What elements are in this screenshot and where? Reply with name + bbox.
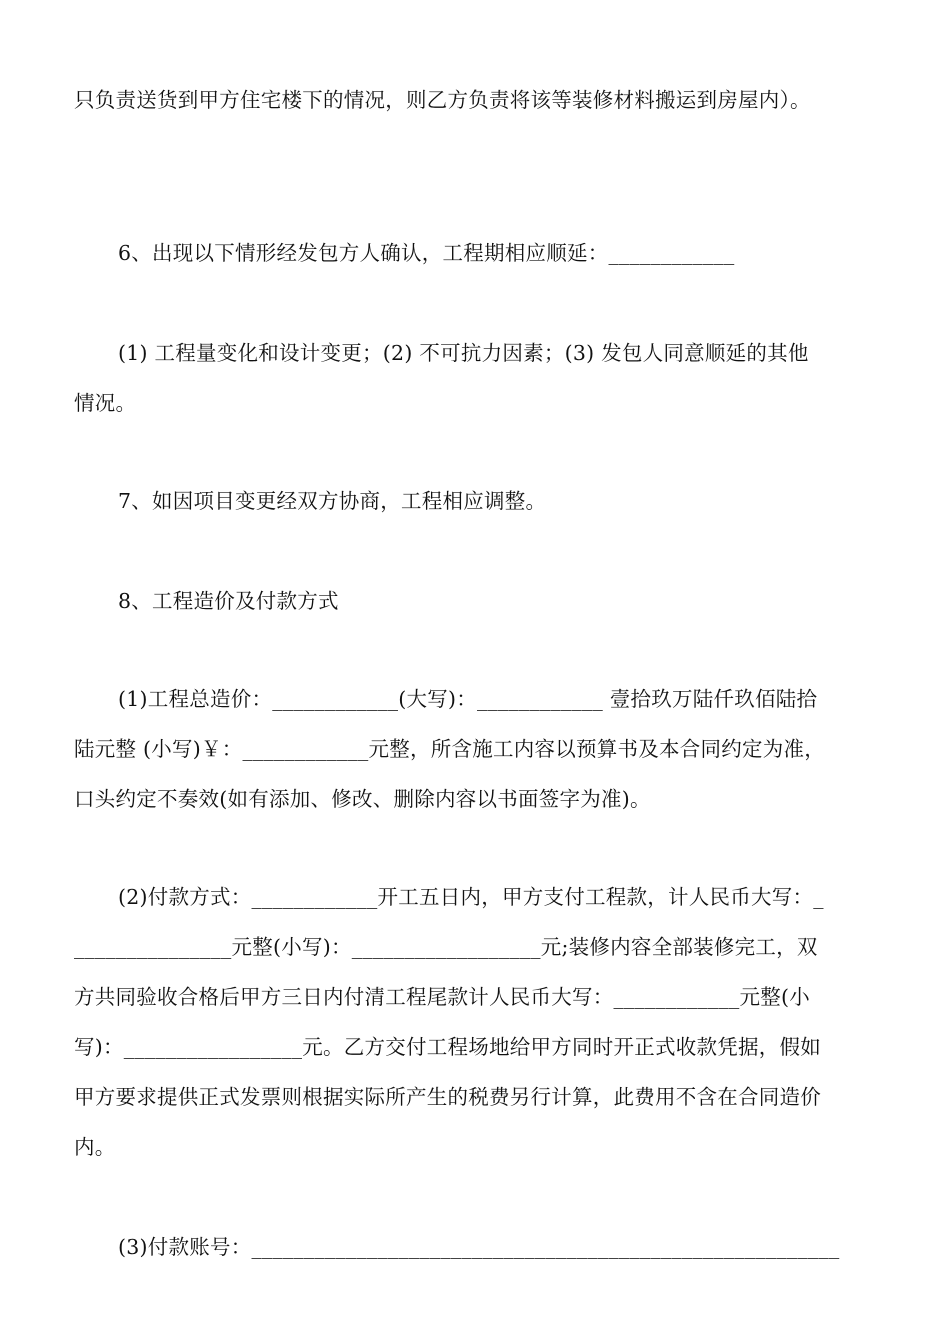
clause-6-heading: 6、出现以下情形经发包方人确认，工程期相应顺延：____________ (118, 241, 735, 265)
payment-account-line: (3)付款账号：________________________________________________________ (118, 1235, 840, 1259)
paragraph-5-continuation: 只负责送货到甲方住宅楼下的情况，则乙方负责将该等装修材料搬运到房屋内）。 (74, 88, 811, 112)
total-price-line-2: 陆元整 (小写)￥：____________元整，所含施工内容以预算书及本合同约定为准， (74, 737, 826, 761)
total-price-line-1: (1)工程总造价：____________(大写)：____________ 壹拾玖万陆仟玖佰陆拾 (118, 687, 818, 711)
payment-method-line-6: 内。 (74, 1135, 116, 1159)
payment-method-line-1: (2)付款方式：____________开工五日内，甲方支付工程款，计人民币大写：_ (118, 885, 824, 909)
payment-method-line-5: 甲方要求提供正式发票则根据实际所产生的税费另行计算，此费用不含在合同造价 (74, 1085, 821, 1109)
payment-method-line-2: _______________元整(小写)：__________________元;装修内容全部装修完工，双 (74, 935, 818, 959)
total-price-line-3: 口头约定不奏效(如有添加、修改、删除内容以书面签字为准)。 (74, 787, 651, 811)
clause-8-heading: 8、工程造价及付款方式 (118, 589, 339, 613)
clause-6-items-line-2: 情况。 (74, 391, 137, 415)
clause-7-text: 7、如因项目变更经双方协商，工程相应调整。 (118, 489, 547, 513)
payment-method-line-3: 方共同验收合格后甲方三日内付清工程尾款计人民币大写：____________元整(小 (74, 985, 810, 1009)
clause-6-items-line-1: (1) 工程量变化和设计变更；(2) 不可抗力因素；(3) 发包人同意顺延的其他 (118, 341, 809, 365)
payment-method-line-4: 写)：_________________元。乙方交付工程场地给甲方同时开正式收款凭据，假如 (74, 1035, 821, 1059)
